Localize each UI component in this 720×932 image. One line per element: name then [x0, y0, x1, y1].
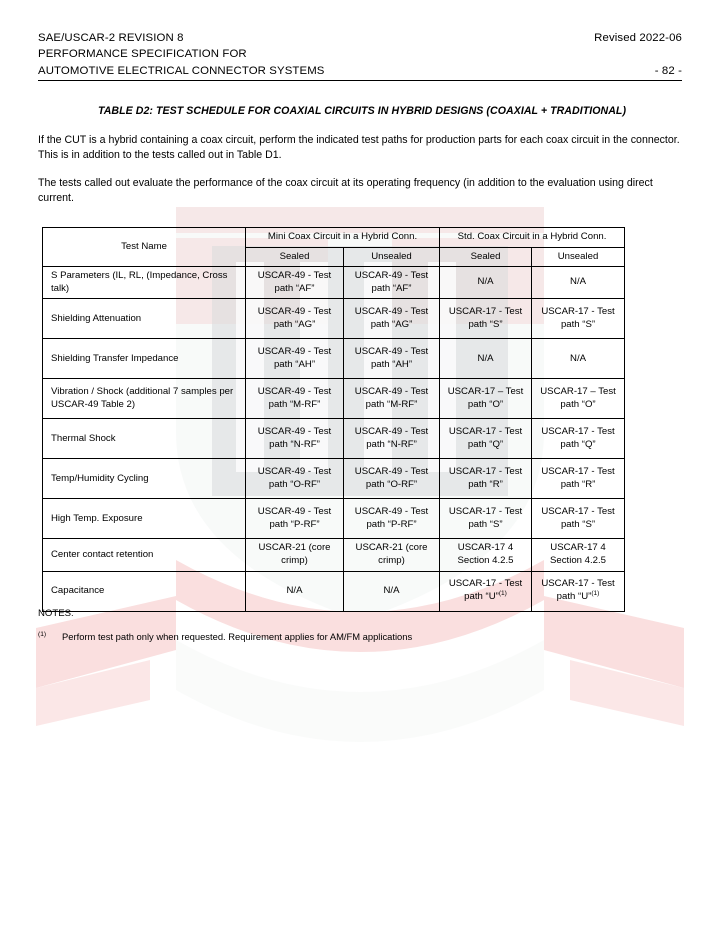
sub-header-mini-sealed-label: Sealed [279, 250, 310, 262]
footnote-ref: (1) [498, 589, 507, 597]
cell-value: N/A [477, 276, 494, 288]
cell-std-unsealed [532, 459, 625, 499]
test-schedule-table [42, 227, 625, 612]
cell-std-sealed [440, 419, 532, 459]
table-row [43, 571, 625, 611]
cell-value: USCAR-17 – Test path “O” [447, 386, 524, 410]
cell-value: USCAR-49 - Test path “M-RF” [257, 386, 332, 410]
row-name-label: Temp/Humidity Cycling [51, 472, 149, 484]
cell-mini-unsealed [344, 499, 440, 539]
cell-value: USCAR-49 - Test path “AG” [257, 306, 332, 330]
cell-value: USCAR-49 - Test path “N-RF” [257, 426, 332, 450]
cell-mini-unsealed [344, 339, 440, 379]
cell-mini-sealed [246, 539, 344, 571]
row-name-label: High Temp. Exposure [51, 512, 143, 524]
cell-mini-sealed [246, 267, 344, 299]
cell-std-sealed [440, 299, 532, 339]
cell-mini-sealed [246, 299, 344, 339]
cell-std-unsealed [532, 299, 625, 339]
cell-value-wrap [532, 575, 624, 606]
cell-std-sealed [440, 539, 532, 571]
cell-std-sealed [440, 571, 532, 611]
col-header-test-name [43, 228, 246, 267]
cell-value: USCAR-17 - Test path “S” [541, 506, 615, 530]
table-row [43, 539, 625, 571]
note-item [38, 631, 638, 642]
cell-value: N/A [570, 276, 587, 288]
document-running-header [38, 30, 682, 81]
cell-value: USCAR-17 - Test path “U” [541, 578, 615, 603]
sub-header-std-sealed [440, 247, 532, 267]
row-name [43, 499, 246, 539]
table-row [43, 339, 625, 379]
cell-std-sealed [440, 339, 532, 379]
spec-subtitle-1: PERFORMANCE SPECIFICATION FOR [38, 48, 247, 61]
group-header-std-coax [440, 228, 625, 248]
cell-value: USCAR-49 - Test path “AH” [257, 346, 332, 370]
cell-value: USCAR-49 - Test path “AH” [354, 346, 429, 370]
row-name-label: Shielding Transfer Impedance [51, 352, 179, 364]
row-name [43, 539, 246, 571]
sub-header-mini-unsealed [344, 247, 440, 267]
row-name [43, 419, 246, 459]
cell-mini-sealed [246, 339, 344, 379]
cell-value: USCAR-49 - Test path “P-RF” [354, 506, 429, 530]
cell-mini-sealed [246, 419, 344, 459]
footnote-ref: (1) [591, 589, 600, 597]
header-line-3 [38, 63, 682, 79]
cell-value: N/A [477, 352, 494, 364]
cell-value: USCAR-49 - Test path “M-RF” [354, 386, 429, 410]
table-row [43, 379, 625, 419]
row-name [43, 459, 246, 499]
note-text: Perform test path only when requested. Requirement applies for AM/FM applications [62, 631, 413, 642]
cell-value: USCAR-49 - Test path “AF” [354, 270, 429, 294]
cell-mini-sealed [246, 379, 344, 419]
intro-paragraph-2: The tests called out evaluate the performance of the coax circuit at its operating frequency (in addition to the evaluation using direct current. [38, 177, 653, 204]
cell-value: USCAR-17 - Test path “R” [448, 466, 523, 490]
cell-std-sealed [440, 267, 532, 299]
cell-value: N/A [286, 584, 303, 596]
cell-std-unsealed [532, 571, 625, 611]
cell-value: N/A [383, 584, 400, 596]
group-header-mini-coax-label: Mini Coax Circuit in a Hybrid Conn. [267, 231, 418, 242]
group-header-mini-coax [246, 228, 440, 248]
spec-subtitle-2: AUTOMOTIVE ELECTRICAL CONNECTOR SYSTEMS [38, 64, 325, 77]
row-name-label: Capacitance [51, 584, 105, 596]
cell-std-sealed [440, 379, 532, 419]
notes-heading: NOTES: [38, 608, 74, 619]
row-name [43, 571, 246, 611]
header-line-1 [38, 30, 682, 46]
cell-mini-sealed [246, 499, 344, 539]
table-row [43, 419, 625, 459]
table-group-header-row [43, 228, 625, 248]
row-name [43, 267, 246, 299]
cell-mini-sealed [246, 571, 344, 611]
cell-value: USCAR-49 - Test path “O-RF” [354, 466, 429, 490]
row-name-label: Thermal Shock [51, 432, 116, 444]
cell-std-unsealed [532, 499, 625, 539]
cell-mini-unsealed [344, 419, 440, 459]
group-header-std-coax-label: Std. Coax Circuit in a Hybrid Conn. [457, 231, 607, 242]
row-name-label: S Parameters (IL, RL, (Impedance, Cross talk) [51, 270, 228, 294]
cell-value: USCAR-49 - Test path “O-RF” [257, 466, 332, 490]
cell-value-wrap [440, 575, 531, 606]
cell-std-unsealed [532, 379, 625, 419]
page-number: - 82 - [654, 64, 682, 77]
cell-mini-unsealed [344, 379, 440, 419]
cell-value: N/A [570, 352, 587, 364]
cell-value: USCAR-49 - Test path “AG” [354, 306, 429, 330]
cell-value: USCAR-17 – Test path “O” [540, 386, 616, 410]
note-marker: (1) [38, 631, 47, 638]
row-name-label: Center contact retention [51, 548, 154, 560]
cell-mini-unsealed [344, 459, 440, 499]
sub-header-mini-unsealed-label: Unsealed [371, 250, 412, 262]
sub-header-std-sealed-label: Sealed [470, 250, 501, 262]
table-row [43, 459, 625, 499]
cell-value: USCAR-49 - Test path “P-RF” [257, 506, 332, 530]
cell-std-sealed [440, 499, 532, 539]
cell-value: USCAR-17 - Test path “Q” [448, 426, 523, 450]
cell-value: USCAR-17 - Test path “S” [448, 506, 523, 530]
row-name-label: Vibration / Shock (additional 7 samples per USCAR-49 Table 2) [51, 386, 234, 410]
cell-value: USCAR-21 (core crimp) [355, 542, 428, 566]
cell-value: USCAR-49 - Test path “AF” [257, 270, 332, 294]
table-row [43, 267, 625, 299]
row-name [43, 339, 246, 379]
table-row [43, 299, 625, 339]
sub-header-std-unsealed [532, 247, 625, 267]
row-name [43, 299, 246, 339]
cell-value: USCAR-17 - Test path “Q” [541, 426, 615, 450]
cell-value: USCAR-17 4 Section 4.2.5 [550, 542, 607, 566]
intro-paragraph-1: If the CUT is a hybrid containing a coax circuit, perform the indicated test paths for production parts for each coax circuit in the connector. This is in addition to the tests called out in Table D1. [38, 134, 680, 161]
header-rule [38, 80, 682, 81]
cell-value: USCAR-17 4 Section 4.2.5 [457, 542, 514, 566]
page-title: TABLE D2: TEST SCHEDULE FOR COAXIAL CIRCUITS IN HYBRID DESIGNS (COAXIAL + TRADITIONAL) [97, 105, 627, 117]
revision-date: Revised 2022-06 [594, 32, 682, 44]
spec-title: SAE/USCAR-2 REVISION 8 [38, 32, 184, 44]
cell-std-sealed [440, 459, 532, 499]
cell-value: USCAR-17 - Test path “S” [541, 306, 615, 330]
cell-value: USCAR-49 - Test path “N-RF” [354, 426, 429, 450]
cell-value: USCAR-17 - Test path “S” [448, 306, 523, 330]
cell-mini-unsealed [344, 571, 440, 611]
cell-mini-sealed [246, 459, 344, 499]
cell-mini-unsealed [344, 267, 440, 299]
cell-std-unsealed [532, 267, 625, 299]
cell-std-unsealed [532, 419, 625, 459]
col-header-test-name-label: Test Name [121, 240, 167, 252]
row-name [43, 379, 246, 419]
sub-header-std-unsealed-label: Unsealed [557, 250, 599, 262]
header-line-2 [38, 46, 682, 62]
cell-std-unsealed [532, 539, 625, 571]
cell-value: USCAR-21 (core crimp) [258, 542, 331, 566]
cell-mini-unsealed [344, 299, 440, 339]
cell-value: USCAR-17 - Test path “U” [448, 578, 523, 603]
sub-header-mini-sealed [246, 247, 344, 267]
table-row [43, 499, 625, 539]
row-name-label: Shielding Attenuation [51, 312, 142, 324]
cell-value: USCAR-17 - Test path “R” [541, 466, 615, 490]
cell-mini-unsealed [344, 539, 440, 571]
cell-std-unsealed [532, 339, 625, 379]
